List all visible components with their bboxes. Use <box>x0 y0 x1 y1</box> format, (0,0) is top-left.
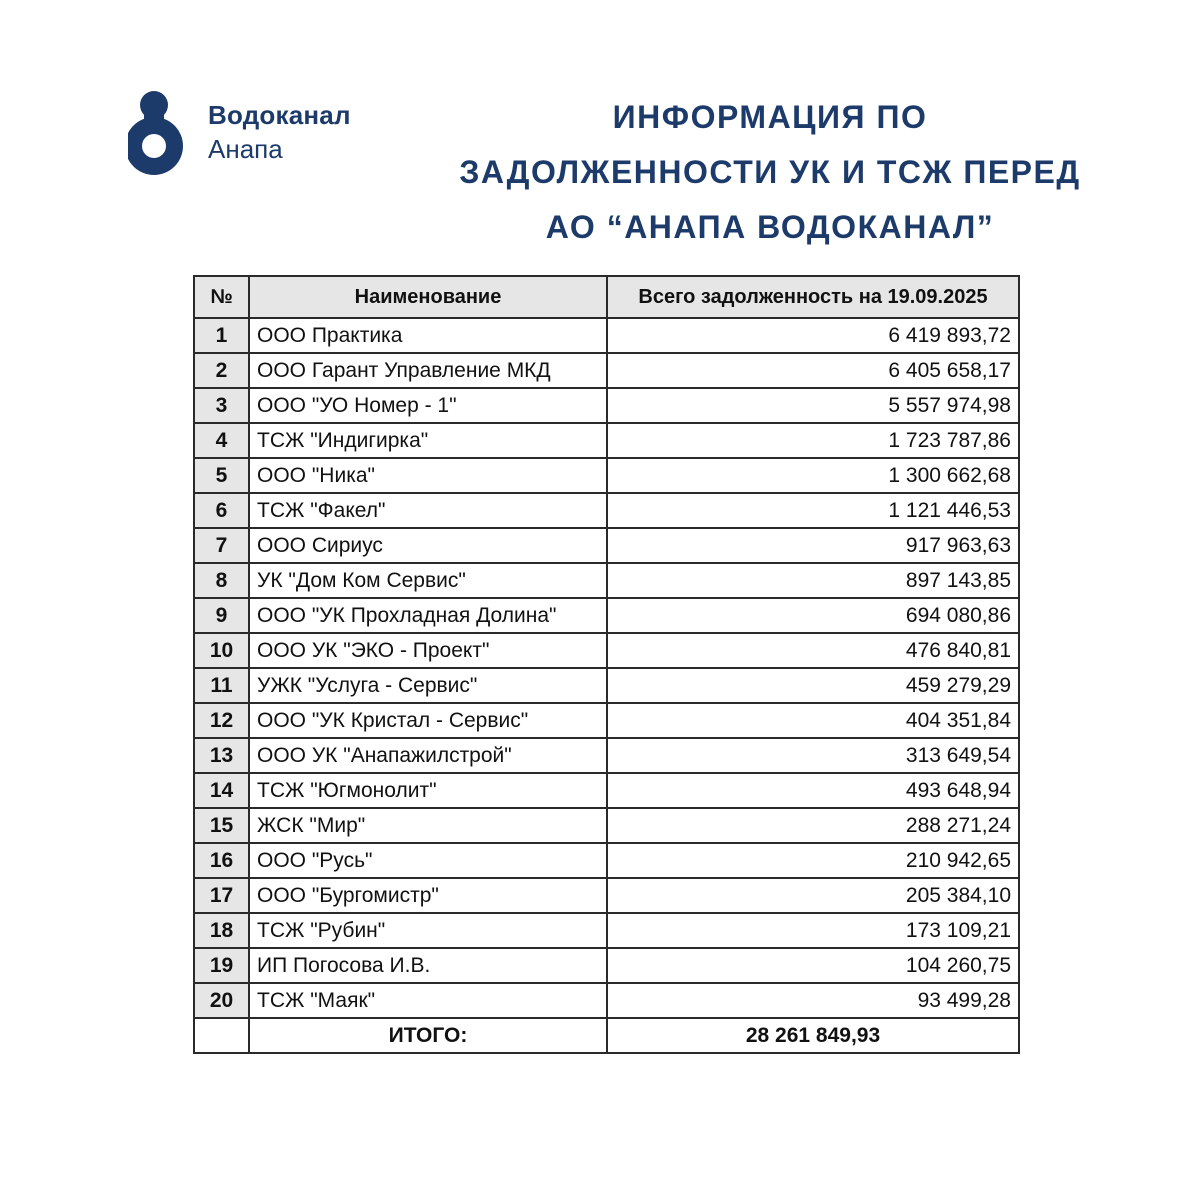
total-label: ИТОГО: <box>249 1018 607 1053</box>
total-sum: 28 261 849,93 <box>607 1018 1019 1053</box>
row-name: ООО "Русь" <box>249 843 607 878</box>
table-row <box>194 843 1019 878</box>
row-sum: 694 080,86 <box>607 598 1019 633</box>
row-number: 4 <box>194 423 249 458</box>
row-number: 14 <box>194 773 249 808</box>
title-line-1: ИНФОРМАЦИЯ ПО <box>612 99 928 135</box>
row-sum: 1 300 662,68 <box>607 458 1019 493</box>
row-number: 7 <box>194 528 249 563</box>
row-name: ООО Сириус <box>249 528 607 563</box>
table-row <box>194 913 1019 948</box>
debt-table <box>193 275 1020 1054</box>
row-number: 11 <box>194 668 249 703</box>
company-logo <box>128 88 398 178</box>
row-sum: 493 648,94 <box>607 773 1019 808</box>
row-sum: 205 384,10 <box>607 878 1019 913</box>
page-title <box>420 90 1120 255</box>
row-name: ООО "УК Кристал - Сервис" <box>249 703 607 738</box>
row-number: 19 <box>194 948 249 983</box>
table-row <box>194 983 1019 1018</box>
row-number: 17 <box>194 878 249 913</box>
row-sum: 5 557 974,98 <box>607 388 1019 423</box>
row-sum: 93 499,28 <box>607 983 1019 1018</box>
row-name: ТСЖ "Рубин" <box>249 913 607 948</box>
row-name: ТСЖ "Югмонолит" <box>249 773 607 808</box>
row-name: ТСЖ "Индигирка" <box>249 423 607 458</box>
row-number: 12 <box>194 703 249 738</box>
logo-city: Анапа <box>208 134 283 164</box>
row-name: УК "Дом Ком Сервис" <box>249 563 607 598</box>
row-name: ООО Гарант Управление МКД <box>249 353 607 388</box>
row-sum: 6 419 893,72 <box>607 318 1019 353</box>
row-number: 13 <box>194 738 249 773</box>
title-line-2: ЗАДОЛЖЕННОСТИ УК И ТСЖ ПЕРЕД <box>459 154 1081 190</box>
table-row <box>194 668 1019 703</box>
row-name: ООО Практика <box>249 318 607 353</box>
table-row <box>194 598 1019 633</box>
row-sum: 173 109,21 <box>607 913 1019 948</box>
table-row <box>194 353 1019 388</box>
row-sum: 897 143,85 <box>607 563 1019 598</box>
total-empty-cell <box>194 1018 249 1053</box>
row-sum: 917 963,63 <box>607 528 1019 563</box>
table-row <box>194 738 1019 773</box>
table-row <box>194 878 1019 913</box>
row-name: ООО УК "Анапажилстрой" <box>249 738 607 773</box>
table-row <box>194 563 1019 598</box>
row-number: 9 <box>194 598 249 633</box>
row-name: ООО УК "ЭКО - Проект" <box>249 633 607 668</box>
row-name: ИП Погосова И.В. <box>249 948 607 983</box>
table-row <box>194 633 1019 668</box>
table-row <box>194 703 1019 738</box>
table-row <box>194 773 1019 808</box>
row-name: ООО "Бургомистр" <box>249 878 607 913</box>
row-number: 5 <box>194 458 249 493</box>
row-number: 1 <box>194 318 249 353</box>
row-name: ООО "Ника" <box>249 458 607 493</box>
row-sum: 6 405 658,17 <box>607 353 1019 388</box>
table-row <box>194 423 1019 458</box>
row-sum: 1 723 787,86 <box>607 423 1019 458</box>
row-sum: 476 840,81 <box>607 633 1019 668</box>
row-name: ООО "УО Номер - 1" <box>249 388 607 423</box>
row-number: 3 <box>194 388 249 423</box>
row-sum: 459 279,29 <box>607 668 1019 703</box>
row-number: 16 <box>194 843 249 878</box>
row-name: ТСЖ "Маяк" <box>249 983 607 1018</box>
row-sum: 104 260,75 <box>607 948 1019 983</box>
water-drop-logo-icon <box>128 88 198 178</box>
title-line-3: АО “АНАПА ВОДОКАНАЛ” <box>545 209 995 245</box>
logo-name: Водоканал <box>208 100 351 130</box>
row-number: 8 <box>194 563 249 598</box>
row-sum: 404 351,84 <box>607 703 1019 738</box>
header-number: № <box>194 276 249 318</box>
row-name: ЖСК "Мир" <box>249 808 607 843</box>
table-row <box>194 528 1019 563</box>
table-row <box>194 318 1019 353</box>
table-row <box>194 808 1019 843</box>
row-name: ООО "УК Прохладная Долина" <box>249 598 607 633</box>
header-debt-total: Всего задолженность на 19.09.2025 <box>607 276 1019 318</box>
row-name: УЖК "Услуга - Сервис" <box>249 668 607 703</box>
row-sum: 1 121 446,53 <box>607 493 1019 528</box>
row-number: 15 <box>194 808 249 843</box>
total-row <box>194 1018 1019 1053</box>
table-row <box>194 948 1019 983</box>
row-name: ТСЖ "Факел" <box>249 493 607 528</box>
row-sum: 210 942,65 <box>607 843 1019 878</box>
row-sum: 313 649,54 <box>607 738 1019 773</box>
row-number: 2 <box>194 353 249 388</box>
row-number: 10 <box>194 633 249 668</box>
table-header-row <box>194 276 1019 318</box>
table-row <box>194 493 1019 528</box>
header-name: Наименование <box>249 276 607 318</box>
row-number: 6 <box>194 493 249 528</box>
table-row <box>194 388 1019 423</box>
row-sum: 288 271,24 <box>607 808 1019 843</box>
table-row <box>194 458 1019 493</box>
row-number: 18 <box>194 913 249 948</box>
row-number: 20 <box>194 983 249 1018</box>
